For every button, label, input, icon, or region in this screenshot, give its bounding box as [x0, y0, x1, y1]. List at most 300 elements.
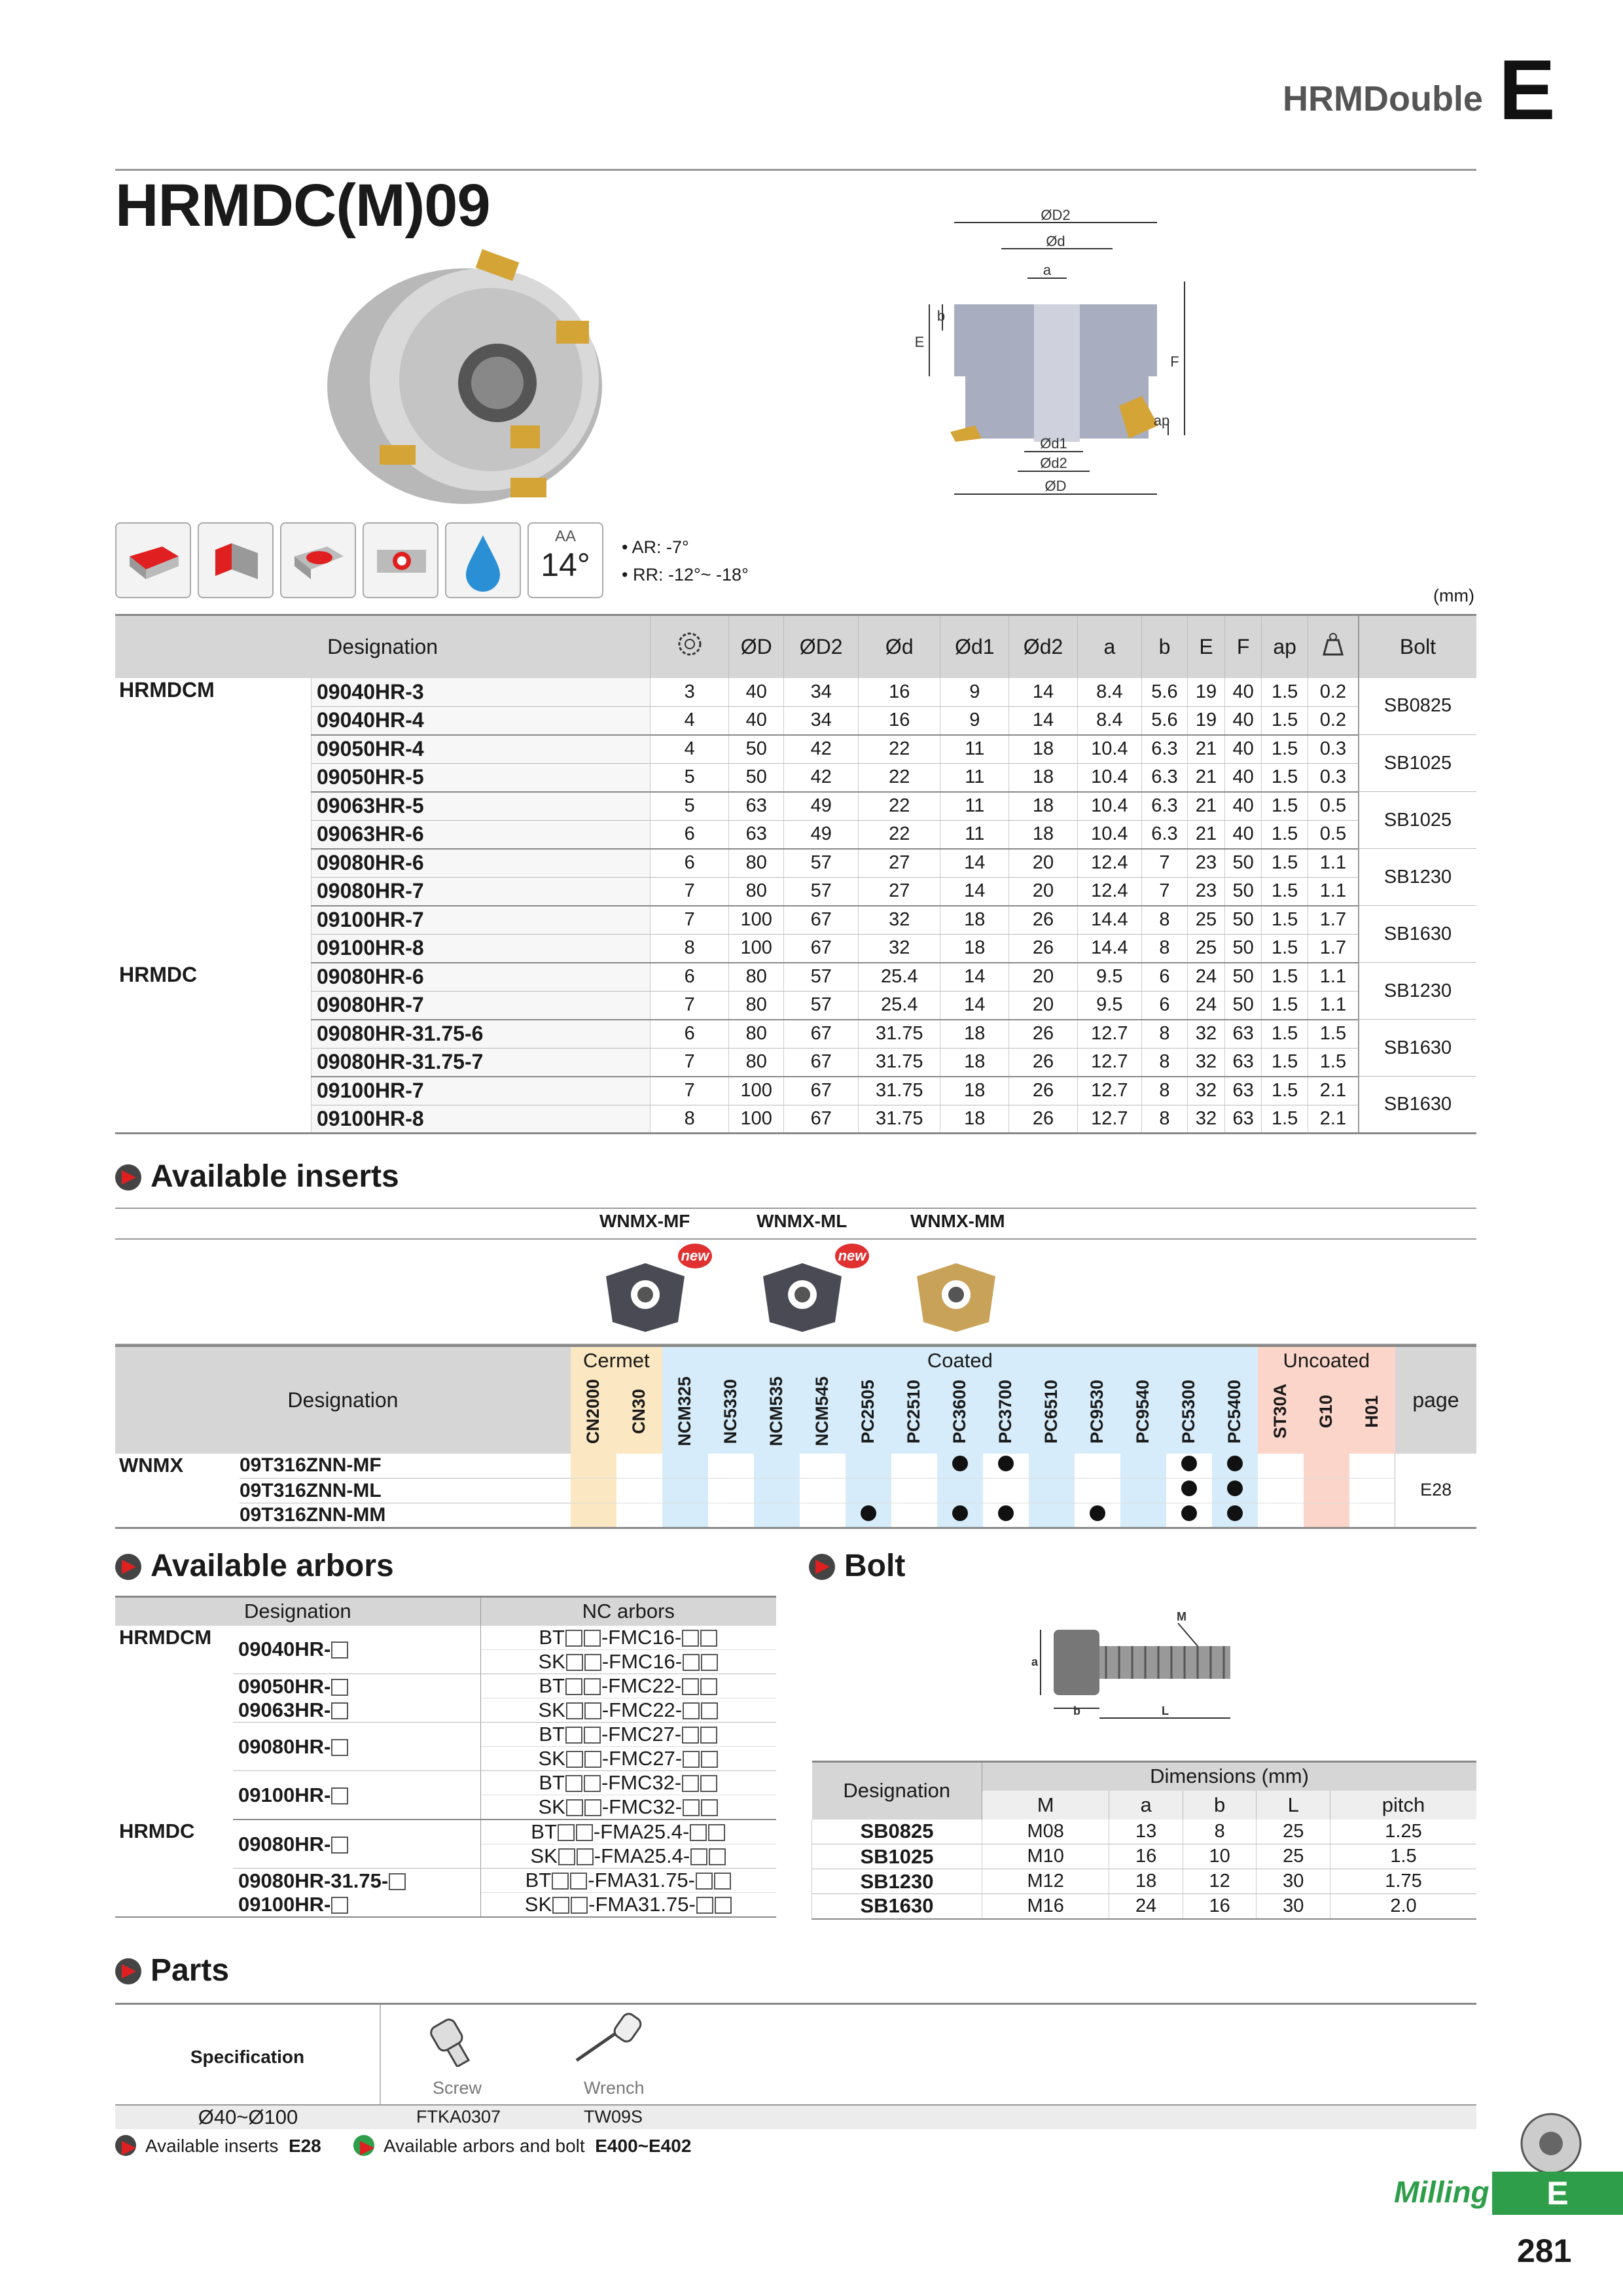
value-cell: 12.7: [1077, 1105, 1141, 1134]
arbors-link[interactable]: Available arbors and bolt E400~E402: [353, 2135, 691, 2157]
value-cell: 7: [651, 906, 729, 935]
value-cell: 16: [1109, 1844, 1183, 1869]
grade-col: ST30A: [1258, 1375, 1304, 1454]
gear-icon: [677, 631, 703, 657]
value-cell: 9: [940, 706, 1009, 735]
value-cell: 1.5: [1262, 877, 1308, 906]
value-cell: 49: [784, 820, 859, 849]
value-cell: 11: [940, 820, 1009, 849]
grade-cell: [662, 1503, 708, 1528]
table-row: [115, 1105, 1476, 1134]
value-cell: M08: [982, 1820, 1109, 1844]
value-cell: 10.4: [1077, 735, 1141, 764]
insert-name: WNMX-MF: [599, 1211, 690, 1231]
value-cell: 1.1: [1308, 991, 1359, 1020]
value-cell: 40: [1224, 763, 1262, 792]
col-1: ØD: [729, 615, 784, 678]
face-milling-icon: [115, 522, 191, 598]
insert-names: [115, 1211, 1476, 1237]
value-cell: 24: [1188, 991, 1225, 1020]
series-label: [115, 1674, 233, 1723]
grade-cell: [1075, 1454, 1120, 1479]
value-cell: 30: [1257, 1894, 1330, 1919]
value-cell: 80: [729, 849, 784, 878]
value-cell: 6.3: [1141, 792, 1187, 821]
grade-cell: [662, 1479, 708, 1503]
value-cell: 50: [729, 735, 784, 764]
arbor-cell: BT -FMA31.75-: [480, 1869, 776, 1893]
designation-cell: SB1630: [812, 1894, 982, 1919]
new-badge: new: [678, 1244, 712, 1268]
value-cell: 57: [784, 963, 859, 992]
grade-cell: [754, 1503, 800, 1528]
series-label: [115, 1869, 233, 1918]
grade-cell: [937, 1454, 983, 1479]
table-row: [115, 963, 1476, 992]
grade-cell: [800, 1454, 846, 1479]
grade-cell: [983, 1454, 1029, 1479]
grade-col: PC3700: [983, 1375, 1029, 1454]
value-cell: 0.2: [1308, 706, 1359, 735]
screw-icon: [423, 2008, 488, 2067]
value-cell: 100: [729, 934, 784, 963]
table-row: [115, 1626, 776, 1650]
label-d: Ød: [1046, 233, 1065, 249]
value-cell: 8.4: [1077, 706, 1141, 735]
value-cell: 18: [940, 1077, 1009, 1105]
value-cell: 14.4: [1077, 906, 1141, 935]
value-cell: 5.6: [1141, 678, 1187, 707]
value-cell: 4: [651, 735, 729, 764]
value-cell: 20: [1009, 877, 1078, 906]
insert-name: WNMX-ML: [757, 1211, 847, 1231]
series-label: HRMDCM: [119, 1625, 212, 1649]
value-cell: 0.5: [1308, 792, 1359, 821]
value-cell: 34: [784, 706, 859, 735]
arbors-table: [115, 1596, 776, 1918]
designation-cell: 09050HR- 09063HR-: [233, 1674, 480, 1723]
value-cell: 7: [1141, 877, 1187, 906]
value-cell: 31.75: [859, 1020, 940, 1049]
value-cell: 8: [1141, 906, 1187, 935]
value-cell: 1.5: [1262, 991, 1308, 1020]
series-label: HRMDCM: [119, 677, 215, 702]
table-row: [812, 1820, 1477, 1844]
col-8: E: [1188, 615, 1225, 678]
col-nc-arbors: NC arbors: [480, 1597, 776, 1626]
col-designation: Designation: [115, 1346, 571, 1454]
arrow-bullet-icon: [353, 2135, 374, 2156]
slotting-icon: [280, 522, 356, 598]
grade-cell: [754, 1479, 800, 1503]
value-cell: 80: [729, 963, 784, 992]
value-cell: 19: [1188, 678, 1225, 707]
grade-cell: [937, 1479, 983, 1503]
label-d2: Ød2: [1040, 455, 1067, 471]
grade-cell: [1258, 1503, 1304, 1528]
milling-label: Milling: [1394, 2175, 1489, 2209]
value-cell: 6: [1141, 991, 1187, 1020]
grade-col: PC2510: [891, 1375, 937, 1454]
grade-cell: [708, 1479, 754, 1503]
parts-table: Specification Screw Wrench Ø40~Ø100 FTKA0307 TW09S: [115, 2003, 1476, 2127]
table-row: [115, 763, 1476, 792]
value-cell: 63: [1224, 1077, 1262, 1105]
value-cell: 1.7: [1308, 906, 1359, 935]
wrench-icon: [567, 2008, 652, 2067]
bolt-drawing: [1027, 1610, 1276, 1728]
grade-col: CN2000: [571, 1375, 616, 1454]
value-cell: 32: [859, 906, 940, 935]
value-cell: 26: [1009, 1020, 1078, 1049]
col-teeth-icon: [651, 615, 729, 678]
value-cell: 63: [1224, 1105, 1262, 1134]
col-2: ØD2: [784, 615, 859, 678]
value-cell: 11: [940, 763, 1009, 792]
designation-cell: 09T316ZNN-MF: [240, 1454, 571, 1479]
table-row: [115, 1479, 1476, 1503]
new-badge: new: [835, 1244, 869, 1268]
col-bolt: Bolt: [1359, 615, 1476, 678]
bolt-cell: SB1025: [1359, 735, 1476, 792]
grade-cell: [983, 1479, 1029, 1503]
designation-cell: 09080HR-7: [312, 991, 651, 1020]
arbors-heading: Available arbors: [115, 1548, 394, 1584]
grade-col: H01: [1349, 1375, 1395, 1454]
value-cell: 6.3: [1141, 735, 1187, 764]
value-cell: 80: [729, 991, 784, 1020]
available-dot-icon: [1181, 1505, 1197, 1521]
value-cell: 2.1: [1308, 1105, 1359, 1134]
section-tab[interactable]: E: [1492, 2172, 1623, 2215]
value-cell: 1.1: [1308, 963, 1359, 992]
value-cell: 20: [1009, 849, 1078, 878]
available-dot-icon: [998, 1456, 1014, 1471]
value-cell: 10: [1183, 1844, 1257, 1869]
brand-title: HRMDouble: [1283, 79, 1483, 118]
value-cell: 12.4: [1077, 849, 1141, 878]
value-cell: 26: [1009, 1077, 1078, 1105]
value-cell: 7: [651, 877, 729, 906]
grade-cell: [1304, 1479, 1349, 1503]
value-cell: 1.5: [1262, 1048, 1308, 1077]
value-cell: 23: [1188, 849, 1225, 878]
value-cell: 22: [859, 820, 940, 849]
header-divider: [115, 169, 1476, 171]
value-cell: 40: [729, 678, 784, 707]
value-cell: 13: [1109, 1820, 1183, 1844]
value-cell: 42: [784, 763, 859, 792]
bolt-table: [812, 1761, 1476, 1920]
table-row: [115, 1454, 1476, 1479]
designation-cell: 09040HR-4: [312, 706, 651, 735]
value-cell: 8: [1141, 1020, 1187, 1049]
col-designation: Designation: [115, 1597, 480, 1626]
value-cell: 10.4: [1077, 763, 1141, 792]
col-10: ap: [1262, 615, 1308, 678]
grade-cell: [754, 1454, 800, 1479]
grade-cell: [1258, 1479, 1304, 1503]
value-cell: 18: [940, 1048, 1009, 1077]
available-dot-icon: [1227, 1480, 1243, 1496]
svg-text:b: b: [1073, 1704, 1080, 1717]
value-cell: 6: [651, 1020, 729, 1049]
value-cell: 14: [940, 849, 1009, 878]
available-dot-icon: [1181, 1480, 1197, 1496]
arbor-cell: SK -FMC27-: [480, 1747, 776, 1771]
value-cell: 10.4: [1077, 820, 1141, 849]
value-cell: 32: [1188, 1048, 1225, 1077]
designation-cell: SB1025: [812, 1844, 982, 1869]
value-cell: 5: [651, 792, 729, 821]
available-dot-icon: [952, 1456, 968, 1471]
grade-col: G10: [1304, 1375, 1349, 1454]
bolt-heading: Bolt: [809, 1548, 905, 1584]
value-cell: 18: [940, 934, 1009, 963]
table-row: [115, 1048, 1476, 1077]
value-cell: 8: [651, 1105, 729, 1134]
value-cell: 50: [729, 763, 784, 792]
value-cell: 5: [651, 763, 729, 792]
grade-cell: [1166, 1503, 1212, 1528]
label-D2: ØD2: [1041, 209, 1071, 223]
grade-cell: [846, 1479, 891, 1503]
value-cell: 25: [1188, 934, 1225, 963]
designation-cell: 09063HR-5: [312, 792, 651, 821]
value-cell: 67: [784, 934, 859, 963]
grade-cell: [1349, 1503, 1395, 1528]
value-cell: 100: [729, 1077, 784, 1105]
value-cell: 12.4: [1077, 877, 1141, 906]
value-cell: 8.4: [1077, 678, 1141, 707]
designation-cell: 09100HR-7: [312, 1077, 651, 1105]
value-cell: 27: [859, 877, 940, 906]
grade-cell: [891, 1479, 937, 1503]
grade-col: PC2505: [846, 1375, 891, 1454]
arrow-bullet-icon: [809, 1554, 835, 1580]
designation-cell: 09080HR-: [233, 1723, 480, 1771]
value-cell: 18: [1009, 763, 1078, 792]
value-cell: 1.5: [1262, 678, 1308, 707]
value-cell: 6.3: [1141, 763, 1187, 792]
section-letter: E: [1499, 42, 1556, 137]
value-cell: 67: [784, 1077, 859, 1105]
milling-thumbnail-icon: [1518, 2111, 1584, 2176]
grade-cell: [1212, 1479, 1258, 1503]
value-cell: 12.7: [1077, 1077, 1141, 1105]
value-cell: 25: [1257, 1820, 1330, 1844]
arbor-cell: BT -FMC22-: [480, 1674, 776, 1698]
value-cell: 24: [1188, 963, 1225, 992]
value-cell: 1.5: [1262, 1020, 1308, 1049]
value-cell: 2.1: [1308, 1077, 1359, 1105]
value-cell: 27: [859, 849, 940, 878]
col-dim: M: [982, 1791, 1109, 1820]
col-dim: L: [1257, 1791, 1330, 1820]
col-designation: Designation: [115, 615, 651, 678]
table-row: [115, 1771, 776, 1795]
value-cell: 1.25: [1330, 1820, 1476, 1844]
col-dim: a: [1109, 1791, 1183, 1820]
value-cell: 5.6: [1141, 706, 1187, 735]
value-cell: 8: [1183, 1820, 1257, 1844]
value-cell: 26: [1009, 934, 1078, 963]
table-row: [115, 991, 1476, 1020]
value-cell: 1.5: [1262, 820, 1308, 849]
table-row: [812, 1894, 1477, 1919]
pocket-milling-icon: [363, 522, 438, 598]
label-a: a: [1043, 262, 1052, 278]
table-row: [115, 706, 1476, 735]
inserts-link[interactable]: Available inserts E28: [115, 2135, 321, 2157]
table-row: [115, 820, 1476, 849]
value-cell: 1.5: [1308, 1048, 1359, 1077]
label-E: E: [914, 334, 925, 350]
value-cell: 32: [859, 934, 940, 963]
value-cell: 18: [1009, 792, 1078, 821]
label-d1: Ød1: [1040, 435, 1067, 452]
value-cell: 31.75: [859, 1048, 940, 1077]
value-cell: 100: [729, 906, 784, 935]
value-cell: 50: [1224, 991, 1262, 1020]
bolt-cell: SB1230: [1359, 963, 1476, 1020]
value-cell: 57: [784, 991, 859, 1020]
value-cell: 6: [651, 963, 729, 992]
value-cell: 25.4: [859, 991, 940, 1020]
grade-cell: [891, 1503, 937, 1528]
grade-cell: [571, 1454, 616, 1479]
col-5: Ød2: [1009, 615, 1078, 678]
axial-angle-box: AA 14°: [527, 522, 603, 598]
value-cell: 1.5: [1262, 706, 1308, 735]
grade-col: NCM545: [800, 1375, 846, 1454]
col-dim: b: [1183, 1791, 1257, 1820]
designation-cell: 09T316ZNN-ML: [240, 1479, 571, 1503]
value-cell: 1.1: [1308, 877, 1359, 906]
value-cell: 26: [1009, 1105, 1078, 1134]
value-cell: 50: [1224, 906, 1262, 935]
value-cell: 10.4: [1077, 792, 1141, 821]
grade-cell: [616, 1479, 662, 1503]
value-cell: 23: [1188, 877, 1225, 906]
value-cell: 8: [1141, 934, 1187, 963]
bolt-cell: SB1630: [1359, 1077, 1476, 1134]
value-cell: 40: [1224, 792, 1262, 821]
value-cell: 12: [1183, 1869, 1257, 1894]
value-cell: 8: [1141, 1048, 1187, 1077]
value-cell: 57: [784, 877, 859, 906]
grade-col: NC5330: [708, 1375, 754, 1454]
value-cell: 30: [1257, 1869, 1330, 1894]
arbor-cell: BT -FMC32-: [480, 1771, 776, 1795]
arbor-cell: SK -FMC22-: [480, 1698, 776, 1723]
available-dot-icon: [952, 1505, 968, 1521]
table-row: [115, 877, 1476, 906]
designation-cell: 09080HR-6: [312, 963, 651, 992]
col-dim: pitch: [1330, 1791, 1476, 1820]
insert-name: WNMX-MM: [910, 1211, 1005, 1231]
value-cell: 21: [1188, 735, 1225, 764]
value-cell: 18: [1109, 1869, 1183, 1894]
series-label: WNMX: [119, 1453, 184, 1477]
designation-cell: 09063HR-6: [312, 820, 651, 849]
value-cell: 63: [729, 820, 784, 849]
designation-cell: 09050HR-5: [312, 763, 651, 792]
table-row: [812, 1869, 1477, 1894]
grade-cell: [846, 1503, 891, 1528]
grade-col: PC9540: [1120, 1375, 1166, 1454]
col-dimensions: Dimensions (mm): [982, 1762, 1477, 1791]
value-cell: 18: [1009, 820, 1078, 849]
designation-cell: 09080HR-7: [312, 877, 651, 906]
value-cell: 14.4: [1077, 934, 1141, 963]
available-dot-icon: [1181, 1456, 1197, 1471]
value-cell: 32: [1188, 1105, 1225, 1134]
grade-cell: [1349, 1454, 1395, 1479]
grade-cell: [1029, 1503, 1075, 1528]
grade-cell: [571, 1479, 616, 1503]
grade-cell: [891, 1454, 937, 1479]
page-ref[interactable]: E28: [1395, 1454, 1476, 1528]
value-cell: 67: [784, 1048, 859, 1077]
grade-cell: [937, 1503, 983, 1528]
grade-group-uncoated: Uncoated: [1258, 1346, 1395, 1375]
grade-group-cermet: Cermet: [571, 1346, 662, 1375]
value-cell: 12.7: [1077, 1048, 1141, 1077]
value-cell: 6: [651, 849, 729, 878]
value-cell: M12: [982, 1869, 1109, 1894]
value-cell: 50: [1224, 849, 1262, 878]
value-cell: 63: [729, 792, 784, 821]
table-row: [115, 1674, 776, 1698]
value-cell: 50: [1224, 963, 1262, 992]
value-cell: 1.5: [1262, 934, 1308, 963]
value-cell: 20: [1009, 963, 1078, 992]
grade-cell: [616, 1503, 662, 1528]
value-cell: 6.3: [1141, 820, 1187, 849]
value-cell: 1.5: [1262, 1077, 1308, 1105]
coolant-drop-icon: [445, 522, 521, 598]
arrow-bullet-icon: [115, 2135, 136, 2156]
col-9: F: [1224, 615, 1262, 678]
value-cell: 7: [651, 1077, 729, 1105]
value-cell: 21: [1188, 763, 1225, 792]
label-D: ØD: [1044, 478, 1067, 494]
series-label: [115, 1771, 233, 1820]
table-row: [115, 1077, 1476, 1105]
value-cell: 14: [940, 963, 1009, 992]
grade-cell: [571, 1503, 616, 1528]
grade-cell: [1029, 1479, 1075, 1503]
value-cell: 57: [784, 849, 859, 878]
value-cell: 18: [1009, 735, 1078, 764]
value-cell: 16: [1183, 1894, 1257, 1919]
value-cell: 31.75: [859, 1105, 940, 1134]
page-number: 281: [1517, 2233, 1572, 2269]
value-cell: 9.5: [1077, 991, 1141, 1020]
value-cell: 8: [1141, 1077, 1187, 1105]
value-cell: 16: [859, 678, 940, 707]
bolt-cell: SB1025: [1359, 792, 1476, 849]
value-cell: 40: [1224, 735, 1262, 764]
table-row: [115, 1723, 776, 1747]
table-row: [115, 1020, 1476, 1049]
insert-grade-table: [115, 1345, 1476, 1529]
value-cell: 50: [1224, 934, 1262, 963]
table-row: [115, 1820, 776, 1844]
designation-cell: SB1230: [812, 1869, 982, 1894]
value-cell: 26: [1009, 906, 1078, 935]
